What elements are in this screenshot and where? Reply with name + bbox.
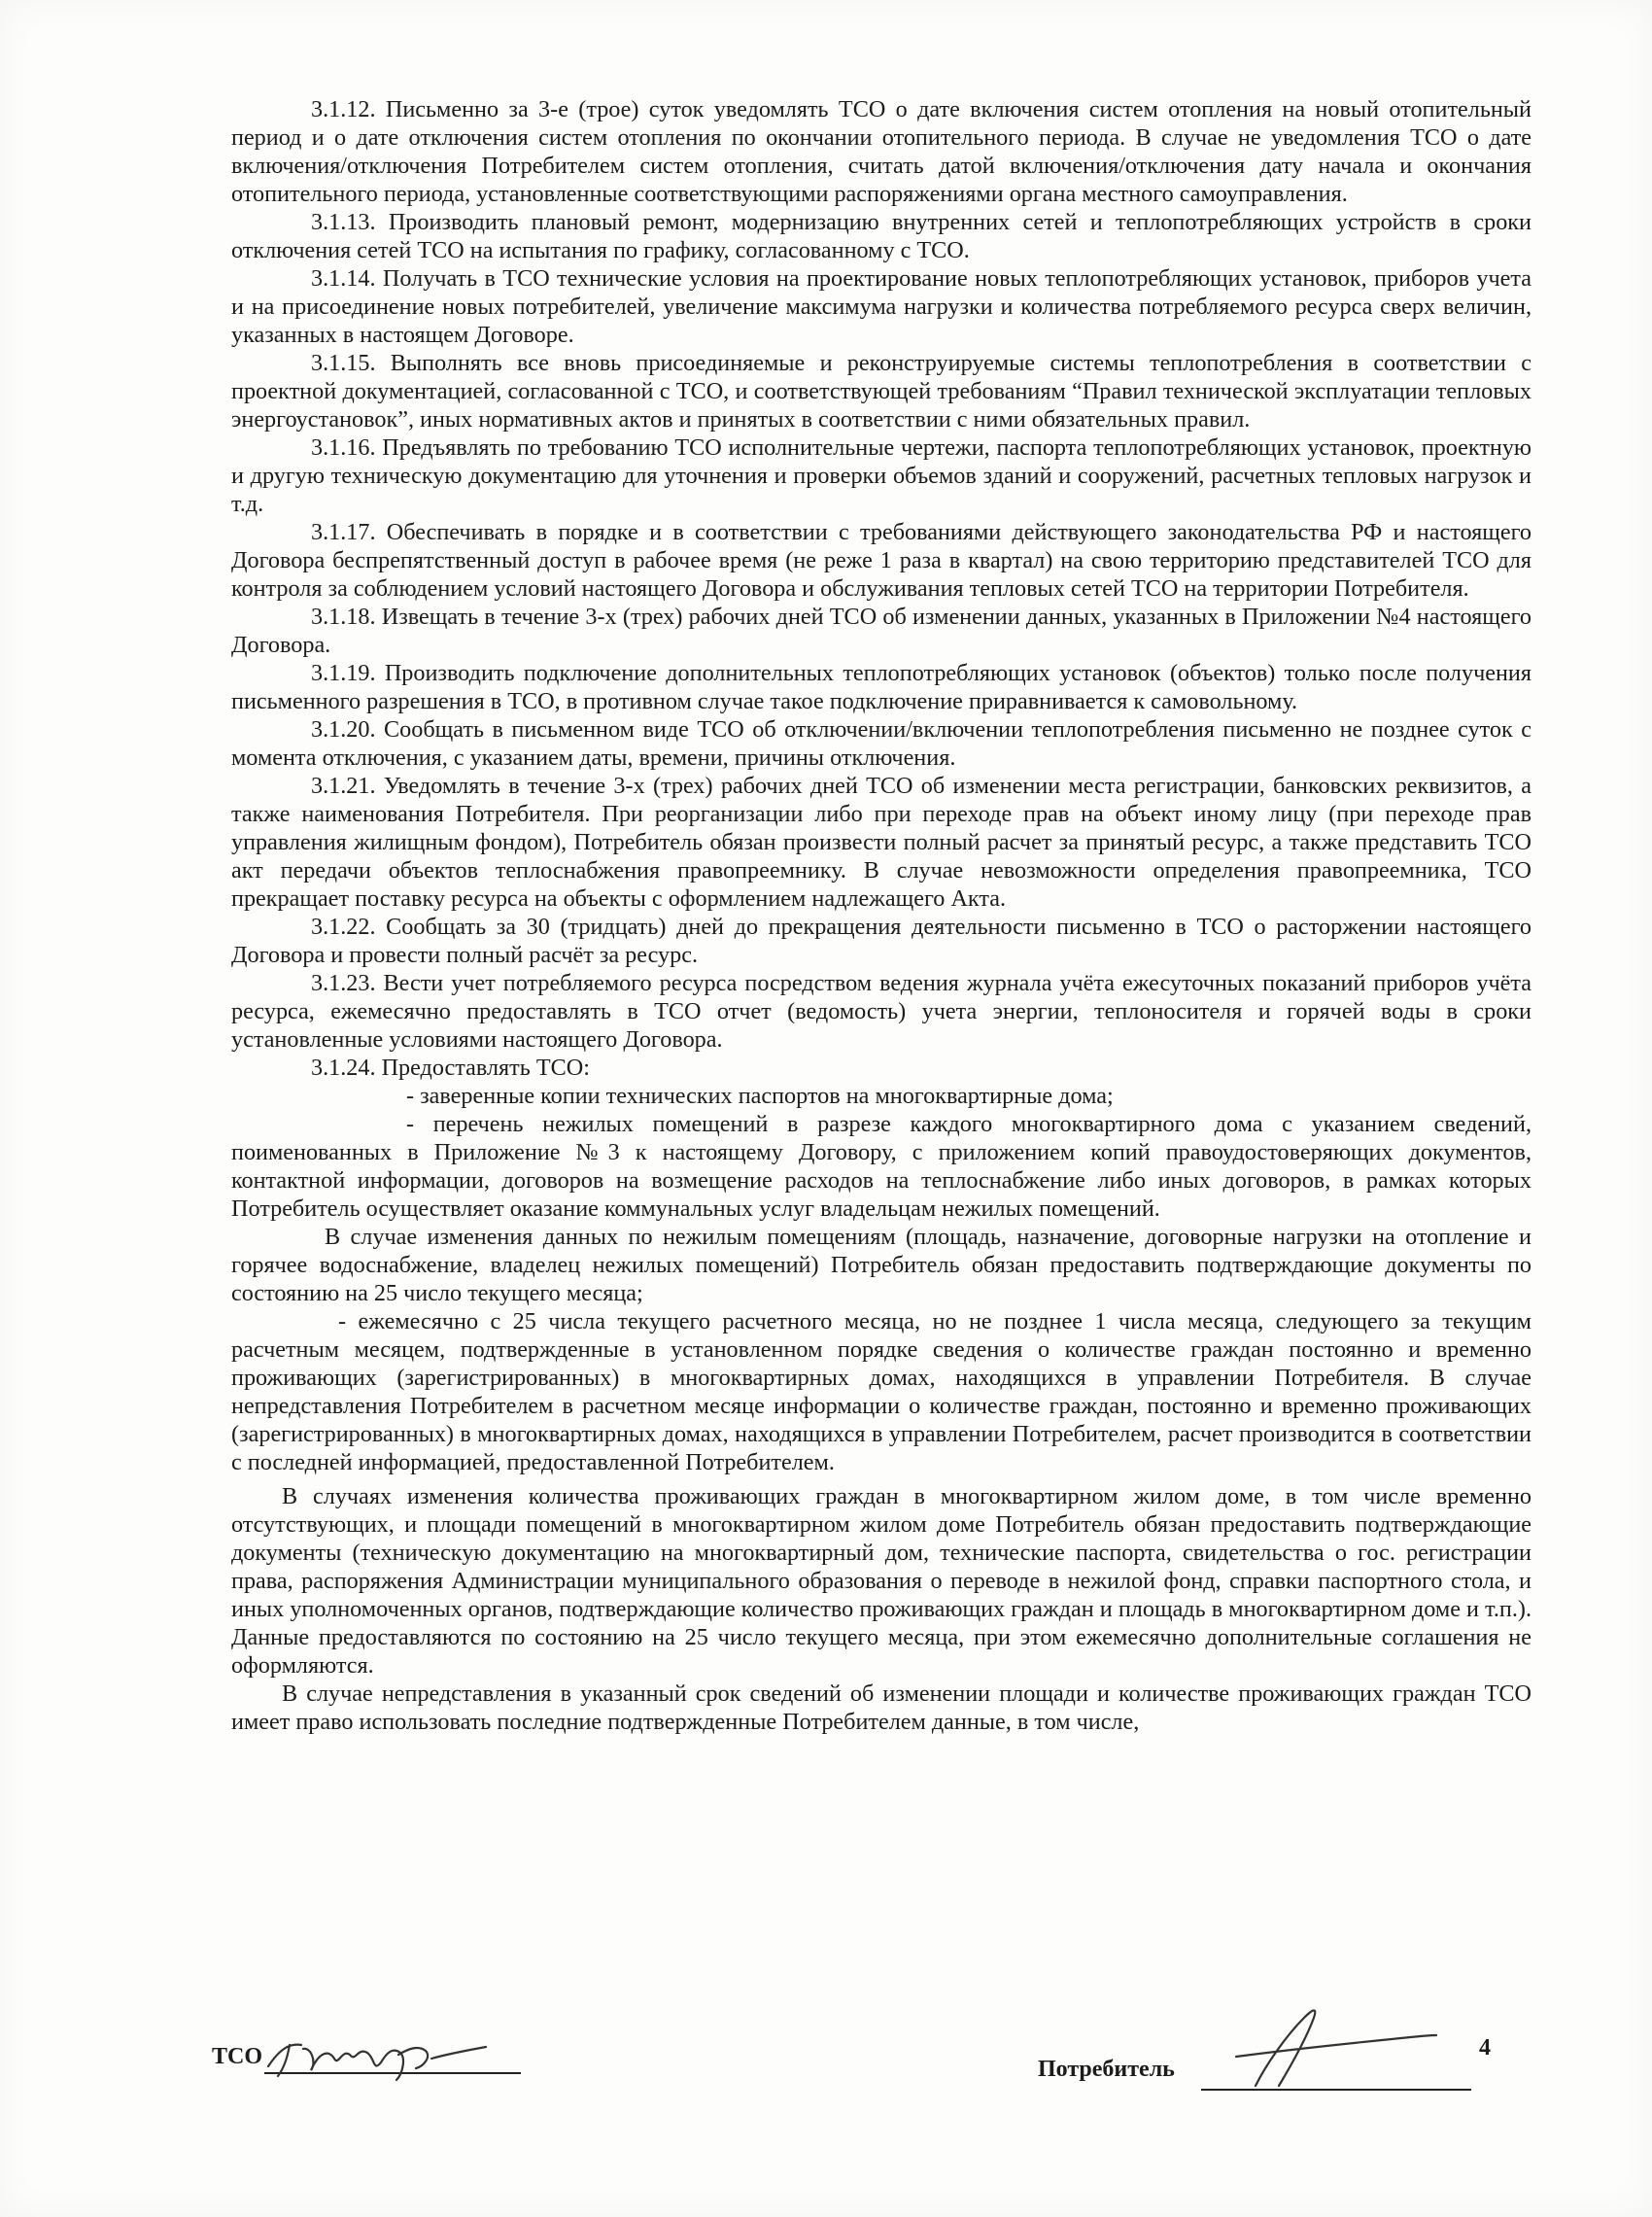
- page-number: 4: [1479, 2035, 1491, 2061]
- clause-3-1-17: 3.1.17. Обеспечивать в порядке и в соответствии с требованиями действующего законодательства РФ и настоящего Договора беспрепятственный доступ в рабочее время (не реже 1 раза в квартал) на свою территорию представителей ТСО для контроля за соблюдением условий настоящего Договора и обслуживания тепловых сетей ТСО на территории Потребителя.: [231, 519, 1532, 602]
- clause-3-1-19: 3.1.19. Производить подключение дополнительных теплопотребляющих установок (объектов) только после получения письменного разрешения в ТСО, в противном случае такое подключение приравнивается к самовольному.: [231, 660, 1532, 714]
- consumer-signature-label: Потребитель: [1038, 2057, 1175, 2082]
- paragraph: В случаях изменения количества проживающих граждан в многоквартирном жилом доме, в том числе временно отсутствующих, и площади помещений в многоквартирном жилом доме Потребитель обязан предоставить подтверждающие документы (техническую документацию на многоквартирный дом, технические паспорта, свидетельства о гос. регистрации права, распоряжения Администрации муниципального образования о переводе в нежилой фонд, справки паспортного стола, и иных уполномоченных органов, подтверждающие количество проживающих граждан и площадь в многоквартирном доме и т.п.). Данные предоставляются по состоянию на 25 число текущего месяца, при этом ежемесячно дополнительные соглашения не оформляются.: [231, 1483, 1532, 1679]
- list-item: - перечень нежилых помещений в разрезе каждого многоквартирного дома с указанием сведений, поименованных в Приложение №3 к настоящему Договору, с приложением копий правоудостоверяющих документов, контактной информации, договоров на возмещение расходов на теплоснабжение либо иных договоров, в рамках которых Потребитель осуществляет оказание коммунальных услуг владельцам нежилых помещений.: [231, 1111, 1532, 1222]
- list-item-continuation: В случае изменения данных по нежилым помещениям (площадь, назначение, договорные нагрузки на отопление и горячее водоснабжение, владелец нежилых помещений) Потребитель обязан предоставить подтверждающие документы по состоянию на 25 число текущего месяца;: [231, 1224, 1532, 1306]
- list-item: - заверенные копии технических паспортов на многоквартирные дома;: [406, 1083, 1114, 1109]
- clause-3-1-13: 3.1.13. Производить плановый ремонт, модернизацию внутренних сетей и теплопотребляющих устройств в сроки отключения сетей ТСО на испытания по графику, согласованному с ТСО.: [231, 209, 1532, 263]
- clause-3-1-23: 3.1.23. Вести учет потребляемого ресурса посредством ведения журнала учёта ежесуточных показаний приборов учёта ресурса, ежемесячно предоставлять в ТСО отчет (ведомость) учета энергии, теплоносителя и горячей воды в сроки установленные условиями настоящего Договора.: [231, 970, 1532, 1053]
- clause-3-1-14: 3.1.14. Получать в ТСО технические условия на проектирование новых теплопотребляющих установок, приборов учета и на присоединение новых потребителей, увеличение максимума нагрузки и количества потребляемого ресурса сверх величин, указанных в настоящем Договоре.: [231, 265, 1532, 348]
- clause-3-1-21: 3.1.21. Уведомлять в течение 3-х (трех) рабочих дней ТСО об изменении места регистрации, банковских реквизитов, а также наименования Потребителя. При реорганизации либо при переходе прав на объект иному лицу (при переходе прав управления жилищным фондом), Потребитель обязан произвести полный расчет за принятый ресурс, а также представить ТСО акт передачи объектов теплоснабжения правопреемнику. В случае невозможности определения правопреемника, ТСО прекращает поставку ресурса на объекты с оформлением надлежащего Акта.: [231, 773, 1532, 912]
- clause-3-1-22: 3.1.22. Сообщать за 30 (тридцать) дней до прекращения деятельности письменно в ТСО о расторжении настоящего Договора и провести полный расчёт за ресурс.: [231, 914, 1532, 968]
- tso-handwritten-signature: [260, 2020, 494, 2088]
- paragraph: В случае непредставления в указанный срок сведений об изменении площади и количестве проживающих граждан ТСО имеет право использовать последние подтвержденные Потребителем данные, в том числе,: [231, 1680, 1532, 1735]
- clause-3-1-15: 3.1.15. Выполнять все вновь присоединяемые и реконструируемые системы теплопотребления в соответствии с проектной документацией, согласованной с ТСО, и соответствующей требованиям “Правил технической эксплуатации тепловых энергоустановок”, иных нормативных актов и принятых в соответствии с ними обязательных правил.: [231, 350, 1532, 433]
- tso-signature-label: ТСО: [212, 2044, 263, 2069]
- consumer-handwritten-signature: [1197, 1989, 1440, 2096]
- clause-3-1-20: 3.1.20. Сообщать в письменном виде ТСО об отключении/включении теплопотребления письменно не позднее суток с момента отключения, с указанием даты, времени, причины отключения.: [231, 716, 1532, 771]
- clause-3-1-24: 3.1.24. Предоставлять ТСО:: [311, 1055, 590, 1081]
- clause-3-1-16: 3.1.16. Предъявлять по требованию ТСО исполнительные чертежи, паспорта теплопотребляющих установок, проектную и другую техническую документацию для уточнения и проверки объемов зданий и сооружений, расчетных тепловых нагрузок и т.д.: [231, 434, 1532, 517]
- list-item: - ежемесячно с 25 числа текущего расчетного месяца, но не позднее 1 числа месяца, следующего за текущим расчетным месяцем, подтвержденные в установленном порядке сведения о количестве граждан постоянно и временно проживающих (зарегистрированных) в многоквартирных домах, находящихся в управлении Потребителя. В случае непредставления Потребителем в расчетном месяце информации о количестве граждан, постоянно и временно проживающих (зарегистрированных) в многоквартирных домах, находящихся в управлении Потребителем, расчет производится в соответствии с последней информацией, предоставленной Потребителем.: [231, 1308, 1532, 1475]
- clause-3-1-12: 3.1.12. Письменно за 3-е (трое) суток уведомлять ТСО о дате включения систем отопления на новый отопительный период и о дате отключения систем отопления по окончании отопительного периода. В случае не уведомления ТСО о дате включения/отключения Потребителем систем отопления, считать датой включения/отключения дату начала и окончания отопительного периода, установленные соответствующими распоряжениями органа местного самоуправления.: [231, 96, 1532, 207]
- clause-3-1-18: 3.1.18. Извещать в течение 3-х (трех) рабочих дней ТСО об изменении данных, указанных в Приложении №4 настоящего Договора.: [231, 604, 1532, 658]
- document-body: [231, 95, 1532, 1736]
